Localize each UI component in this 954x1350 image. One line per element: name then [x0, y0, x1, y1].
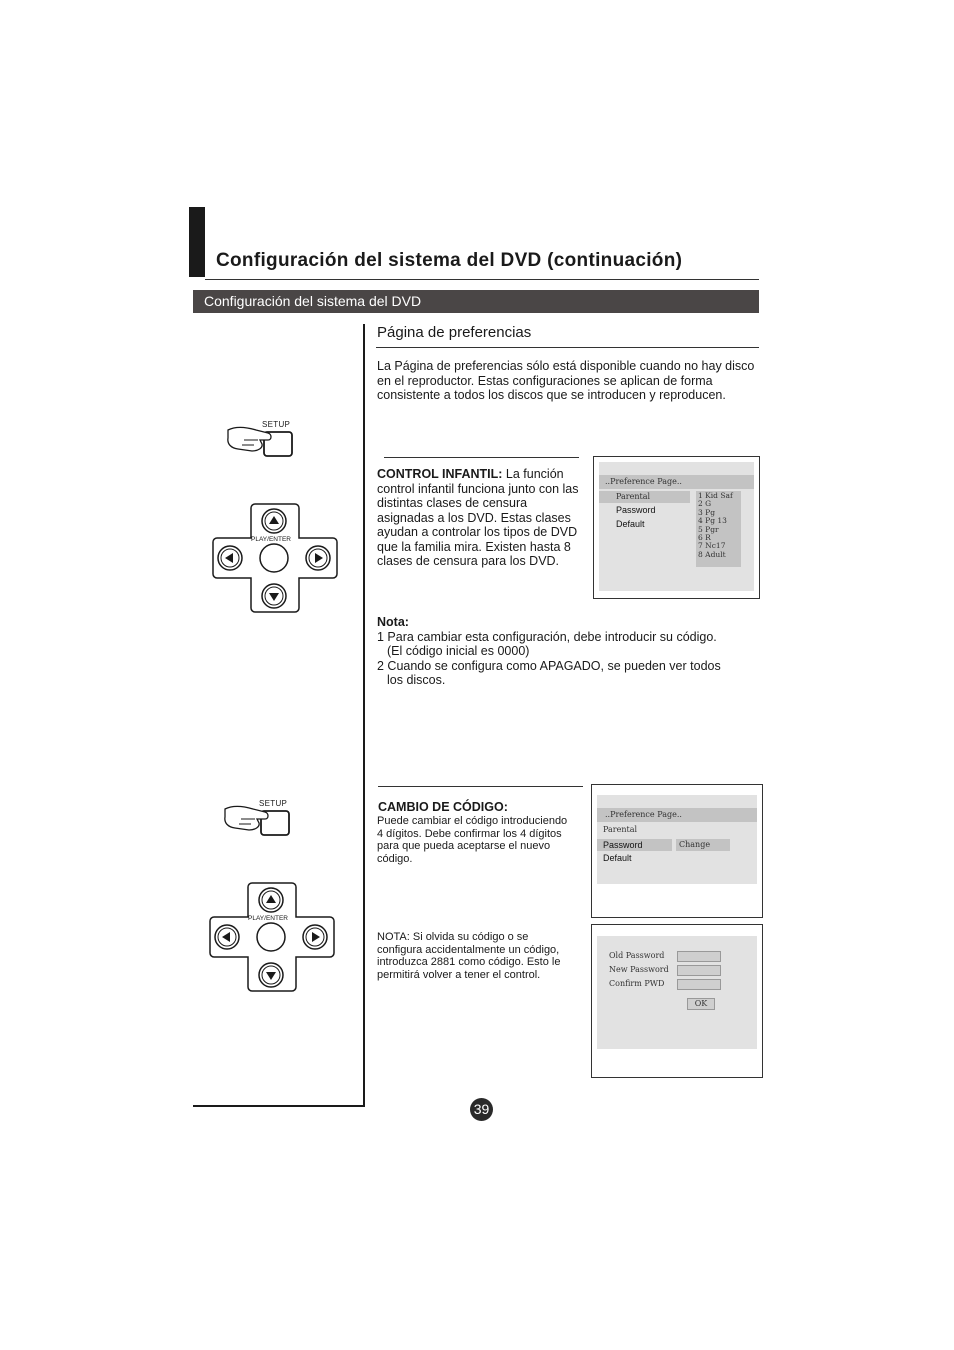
nota-item-1-cont: (El código inicial es 0000): [387, 644, 530, 658]
page-title: Configuración del sistema del DVD (continuación): [216, 250, 683, 271]
ok-button[interactable]: OK: [687, 998, 715, 1010]
setup-label: SETUP: [259, 799, 288, 808]
osd-menu-parental[interactable]: Parental: [603, 825, 638, 834]
setup-label: SETUP: [262, 420, 291, 429]
setup-button-illustration: [222, 418, 302, 462]
rating-item[interactable]: 2 G: [698, 499, 712, 509]
section-band: Configuración del sistema del DVD: [193, 290, 759, 313]
parental-text: [377, 467, 582, 569]
preferences-title: Página de preferencias: [377, 324, 532, 341]
confirm-pwd-field[interactable]: [677, 979, 721, 990]
osd-menu-password[interactable]: Password: [597, 839, 672, 851]
osd-menu-password[interactable]: Password: [616, 505, 656, 515]
play-enter-label: PLAY/ENTER: [251, 536, 291, 543]
rating-item[interactable]: 8 Adult: [698, 549, 726, 559]
rating-item[interactable]: 7 Nc17: [698, 541, 726, 551]
change-code-heading: CAMBIO DE CÓDIGO:: [378, 800, 508, 814]
osd-title: ..Preference Page..: [597, 808, 757, 822]
osd-menu-default[interactable]: Default: [603, 853, 632, 863]
change-code-body: Puede cambiar el código introduciendo 4 dígitos. Debe confirmar los 4 dígitos para que pueda aceptarse el nuevo código.: [377, 815, 568, 865]
setup-button-illustration-2: [219, 797, 299, 841]
osd-password-entry: [591, 924, 763, 1078]
change-code-rule: [378, 786, 583, 787]
rating-item[interactable]: 4 Pg 13: [698, 516, 727, 526]
preferences-intro: La Página de preferencias sólo está disponible cuando no hay disco en el reproductor. Estas configuraciones se aplican de forma consistente a todos los discos que se introducen y reproducen.: [377, 359, 755, 402]
preferences-rule: [376, 347, 759, 348]
play-enter-label: PLAY/ENTER: [248, 915, 288, 922]
dpad-icon: [208, 881, 336, 993]
confirm-pwd-label: Confirm PWD: [609, 979, 665, 988]
page-number: 39: [470, 1098, 493, 1121]
osd-rating-list: [696, 491, 741, 567]
nota-item-1: 1 Para cambiar esta configuración, debe introducir su código.: [377, 629, 717, 644]
nota-item-2: 2 Cuando se configura como APAGADO, se pueden ver todos: [377, 658, 721, 673]
old-password-label: Old Password: [609, 951, 665, 960]
nota-title: Nota:: [377, 615, 409, 629]
dpad-icon: [211, 502, 339, 614]
parental-body: La función control infantil funciona junto con las distintas clases de censura asignadas a los DVD. Estas clases ayudan a controlar los tipos de DVD que la familia mira. Existen hasta 8 clases de censura para los DVD.: [377, 467, 579, 568]
title-rule: [205, 279, 759, 280]
osd-menu-parental[interactable]: Parental: [599, 491, 690, 503]
osd-change-option[interactable]: Change: [676, 839, 730, 851]
column-divider: [363, 324, 365, 1107]
nota-item-2-cont: los discos.: [387, 673, 446, 687]
forgot-code-note: NOTA: Si olvida su código o se configura accidentalmente un código, introduzca 2881 como código. Esto le permitirá volver a tener el control.: [377, 931, 561, 981]
dpad-illustration: [211, 502, 339, 614]
new-password-field[interactable]: [677, 965, 721, 976]
osd-preference-parental: [593, 456, 760, 599]
old-password-field[interactable]: [677, 951, 721, 962]
osd-title: ..Preference Page..: [599, 475, 754, 489]
parental-rule: [384, 457, 579, 458]
dpad-illustration-2: [208, 881, 336, 993]
new-password-label: New Password: [609, 965, 669, 974]
rating-item[interactable]: 6 R: [698, 533, 711, 543]
title-accent-bar: [189, 207, 205, 277]
osd-preference-password: [591, 784, 763, 918]
nota-block: [377, 615, 767, 688]
rating-item[interactable]: 1 Kid Saf: [698, 491, 733, 500]
parental-heading: CONTROL INFANTIL:: [377, 467, 503, 481]
bottom-rule: [193, 1105, 365, 1107]
rating-item[interactable]: 5 Pgr: [698, 524, 719, 534]
osd-menu-default[interactable]: Default: [616, 519, 645, 529]
rating-item[interactable]: 3 Pg: [698, 507, 716, 517]
